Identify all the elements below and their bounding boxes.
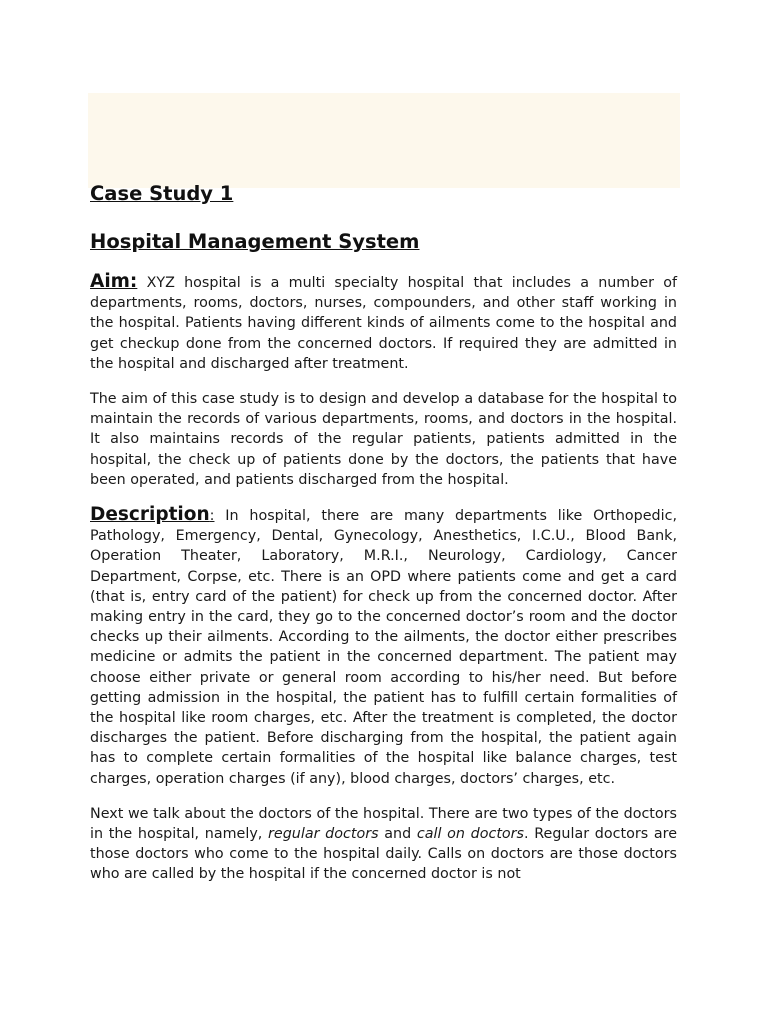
doctors-text-1: Next we talk about the doctors of the hospital. There are two types of the doctors in the hospital, namely,: [90, 805, 677, 843]
doctors-and: and: [378, 826, 417, 843]
description-paragraph: [90, 505, 677, 789]
aim-paragraph: [90, 272, 677, 374]
header-band: [88, 93, 680, 188]
case-study-title: Case Study 1: [90, 182, 234, 205]
system-title: Hospital Management System: [90, 230, 420, 253]
call-on-doctors-term: call on doctors: [416, 826, 525, 843]
description-text: In hospital, there are many departments like Orthopedic, Pathology, Emergency, Dental, Gynecology, Anesthetics, I.C.U., Blood Bank, Operation Theater, Laboratory, M.R.I., Neurology, Cardiology, Cancer Department, Corpse, etc. There is an OPD where patients come and get a card (that is, entry card of the patient) for check up from the concerned doctor. After making entry in the card, they go to the concerned doctor’s room and the doctor checks up their ailments. According to the ailments, the doctor either prescribes medicine or admits the patient in the concerned department. The patient may choose either private or general room according to his/her need. But before getting admission in the hospital, the patient has to fulfill certain formalities of the hospital like room charges, etc. After the treatment is completed, the doctor discharges the patient. Before discharging from the hospital, the patient again has to complete certain formalities of the hospital like balance charges, test charges, operation charges (if any), blood charges, doctors’ charges, etc.: [90, 508, 677, 787]
document-page: [90, 180, 677, 885]
doctors-text-2: . Regular doctors are those doctors who come to the hospital daily. Calls on doctors are those doctors who are called by the hospital if the concerned doctor is not: [90, 826, 677, 883]
aim-label: Aim:: [90, 271, 138, 292]
aim-text: XYZ hospital is a multi specialty hospital that includes a number of departments, rooms, doctors, nurses, compounders, and other staff working in the hospital. Patients having different kinds of ailments come to the hospital and get checkup done from the concerned doctors. If required they are admitted in the hospital and discharged after treatment.: [90, 275, 677, 372]
regular-doctors-term: regular doctors: [268, 826, 379, 843]
doctors-paragraph: [90, 804, 677, 885]
description-colon: :: [209, 508, 215, 525]
description-label: Description: [90, 504, 210, 526]
aim-paragraph-2: The aim of this case study is to design and develop a database for the hospital to maintain the records of various departments, rooms, and doctors in the hospital. It also maintains records of the regular patients, patients admitted in the hospital, the check up of patients done by the doctors, the patients that have been operated, and patients discharged from the hospital.: [90, 391, 677, 488]
